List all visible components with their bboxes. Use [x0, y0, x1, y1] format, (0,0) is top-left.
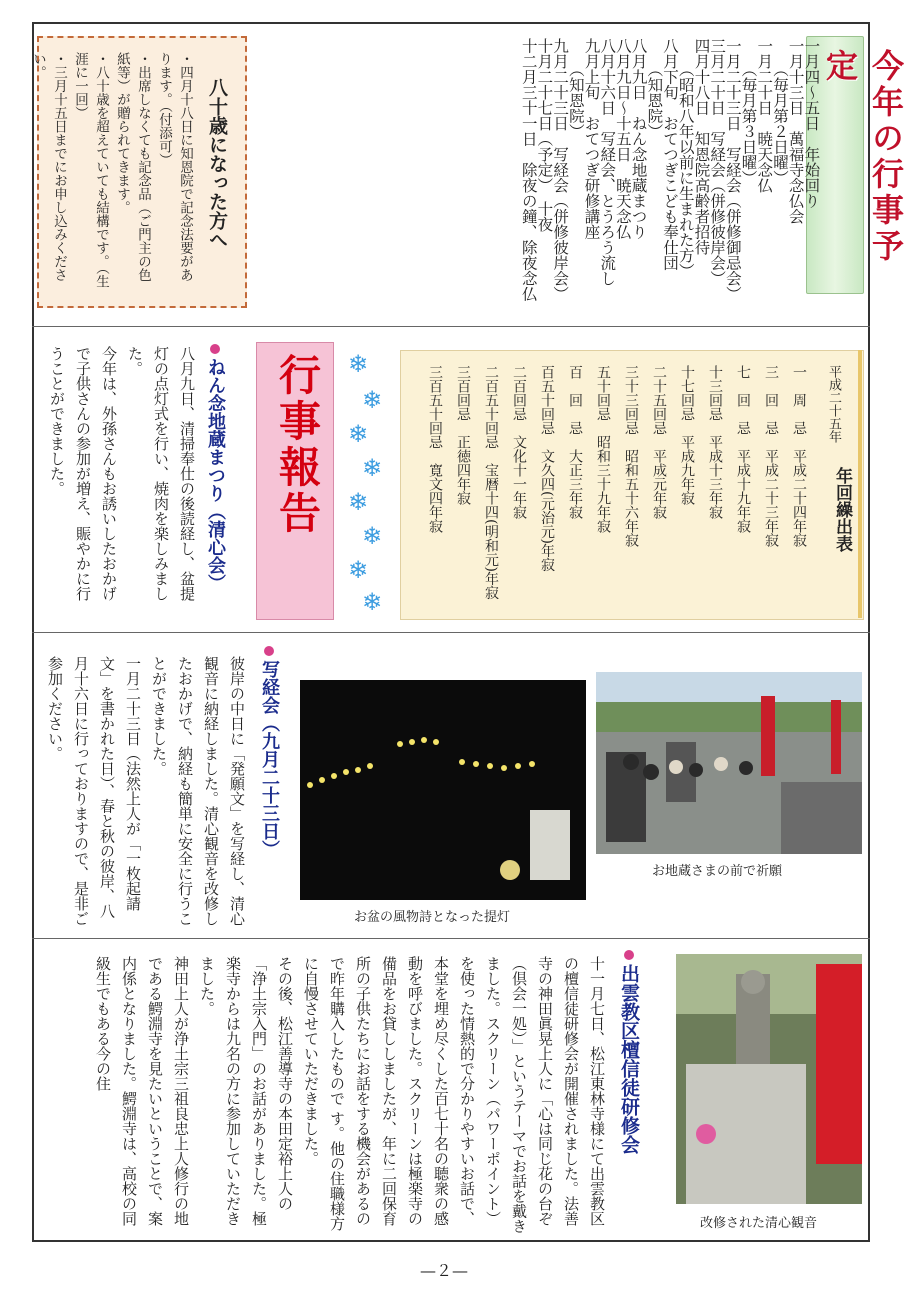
kaiki-row: 三十三回忌 昭和五十六年寂	[623, 365, 639, 547]
kannon-photo-caption: 改修された清心観音	[700, 1216, 818, 1231]
schedule-item: 十月二十七日（予定） 十夜	[535, 38, 554, 232]
shakyo-paragraph: 一月二十三日（法然上人が「一枚起請文」を書かれた日）、春と秋の彼岸、八月十六日に行っておりますので、是非ご参加ください。	[46, 656, 142, 926]
kaiki-row: 一 周 忌 平成二十四年寂	[791, 365, 807, 547]
divider	[32, 938, 870, 939]
kaiki-row: 七 回 忌 平成十九年寂	[735, 365, 751, 533]
kaiki-row: 二十五回忌 平成元年寂	[651, 365, 667, 519]
snowflake-icon: ❄	[362, 588, 383, 616]
izumo-paragraph: 十一月七日、松江東林寺様にて出雲教区の檀信徒研修会が開催されました。法善寺の神田眞晃上人に「心は同じ花の台ぞ（倶会一処）」というテーマでお話を戴きました。スクリーン（パワーポイント）を使った情熱的で分かりやすいお話で、本堂を埋め尽くした百七十名の聴衆の感動を呼びました。スクリーンは極楽寺の備品をお貸ししましたが、年に二回保育所の子供たちにお話をする機会があるので昨年購入したもので す。他の住職様方に自慢させていただきました。	[302, 956, 606, 1234]
kaiki-title: 年回繰出表	[832, 467, 852, 552]
shakyo-heading-wrap	[256, 646, 282, 858]
snowflake-icon: ❄	[362, 522, 383, 550]
jizo-body	[40, 346, 200, 614]
kannon-photo	[676, 954, 862, 1204]
kaiki-year: 平成二十五年	[826, 365, 841, 443]
schedule-item: （昭和八年以前に生まれた方）	[676, 38, 695, 279]
snowflake-icon: ❄	[348, 420, 369, 448]
bullet-dot-icon	[624, 950, 634, 960]
schedule-item: 一月二十日 暁天念仏	[755, 38, 774, 193]
kaiki-row: 三 回 忌 平成二十三年寂	[763, 365, 779, 547]
kaiki-accent-bar	[858, 350, 862, 618]
snowflake-icon: ❄	[362, 454, 383, 482]
jizo-paragraph: 八月九日、清掃奉仕の後読経し、盆提灯の点灯式を行い、焼肉を楽しみました。	[126, 346, 196, 601]
shakyo-body	[40, 656, 250, 928]
snowflake-icon: ❄	[348, 350, 369, 378]
schedule-item: （知恩院）	[566, 38, 585, 139]
notice-list	[27, 52, 195, 292]
jizo-heading-wrap	[202, 344, 228, 592]
snowflake-icon: ❄	[362, 386, 383, 414]
jizo-photo-caption: お地蔵さまの前で祈願	[652, 864, 783, 879]
report-title: 行事報告	[273, 353, 322, 537]
kaiki-row: 三百五十回忌 寛文四年寂	[427, 365, 443, 533]
schedule-item: （毎月第２日曜）	[770, 38, 789, 186]
notice-box	[30, 36, 247, 308]
izumo-heading-wrap	[616, 950, 643, 1154]
izumo-heading: 出雲教区檀信徒研修会	[618, 964, 640, 1154]
notice-item: ・四月十八日に知恩院で記念法要があります。（付添可）	[156, 52, 193, 282]
snowflake-icon: ❄	[348, 488, 369, 516]
schedule-item: 八月九日 ねん念地蔵まつり	[629, 38, 648, 240]
lanterns-photo-caption: お盆の風物詩となった提灯	[354, 910, 511, 925]
kaiki-row: 五十回忌 昭和三十九年寂	[595, 365, 611, 533]
jizo-photo	[596, 672, 862, 854]
schedule-item: 九月二十三日 写経会（併修彼岸会）	[551, 38, 570, 302]
schedule-item: 三月二十日 写経会（併修彼岸会）	[708, 38, 727, 286]
izumo-paragraph: 神田上人が浄土宗三祖良忠上人修行の地である鰐淵寺を見たいということで、案内係となりました。鰐淵寺は、高校の同級生でもある今の住	[94, 956, 190, 1226]
bullet-dot-icon	[264, 646, 274, 656]
schedule-item: 一月十三日 萬福寺念仏会	[786, 38, 805, 224]
schedule-title: 今年の行事予定	[821, 49, 905, 265]
schedule-list	[519, 38, 821, 320]
shakyo-paragraph: 彼岸の中日に「発願文」を写経し、清心観音に納経しました。清心観音を改修したおかげで、納経も簡単に安全に行うことができました。	[150, 656, 246, 926]
schedule-item: 八月十六日 写経会、とうろう流し	[598, 38, 617, 286]
schedule-item: 十二月三十一日 除夜の鐘、除夜念仏	[519, 38, 538, 302]
kaiki-row: 十七回忌 平成九年寂	[679, 365, 695, 505]
kaiki-row: 十三回忌 平成十三年寂	[707, 365, 723, 519]
kaiki-row: 二百五十回忌 宝暦十四(明和元)年寂	[483, 365, 499, 600]
kaiki-table	[400, 350, 864, 620]
schedule-item: 八月九日〜十五日 暁天念仏	[613, 38, 632, 240]
schedule-item: 九月上旬 おてつぎ研修講座	[582, 38, 601, 240]
lanterns-photo	[300, 680, 586, 900]
jizo-heading: ねん念地蔵まつり（清心会）	[205, 358, 226, 592]
bullet-dot-icon	[210, 344, 220, 354]
snowflake-icon: ❄	[348, 556, 369, 584]
schedule-item: （毎月第３日曜）	[739, 38, 758, 186]
kaiki-row: 百 回 忌 大正三年寂	[567, 365, 583, 519]
report-banner	[256, 342, 334, 620]
jizo-paragraph: 今年は、外孫さんもお誘いしたおかげで子供さんの参加が増え、賑やかに行うことができました。	[48, 346, 118, 601]
izumo-body	[40, 956, 610, 1236]
kaiki-row: 百五十回忌 文久四(元治元)年寂	[539, 365, 555, 572]
schedule-item: （知恩院）	[645, 38, 664, 139]
kaiki-rows	[421, 365, 813, 611]
notice-title: 八十歳になった方へ	[206, 78, 228, 249]
schedule-item: 一月二十三日 写経会（併修御忌会）	[723, 38, 742, 302]
notice-item: ・三月十五日までにお申し込みください。	[30, 52, 67, 282]
notice-item: ・八十歳を超えていても結構です。（生涯に一回）	[72, 52, 109, 289]
divider	[32, 632, 870, 633]
schedule-item: 四月十八日 知恩院高齢者招待	[692, 38, 711, 255]
notice-item: ・出席しなくても記念品（ご門主の色紙等）が贈られてきます。	[114, 52, 151, 282]
izumo-paragraph: その後、松江善導寺の本田定裕上人の「浄土宗入門」のお話がありました。極楽寺からは九名の方に参加していただきました。	[198, 956, 294, 1226]
page-number: —２—	[420, 1261, 469, 1280]
schedule-item: 八月下旬 おてつぎこども奉仕団	[661, 38, 680, 271]
divider	[32, 326, 870, 327]
shakyo-heading: 写経会（九月二十三日）	[259, 660, 280, 858]
kaiki-row: 二百回忌 文化十一年寂	[511, 365, 527, 519]
schedule-item: 一月四〜五日 年始回り	[802, 38, 821, 209]
kaiki-row: 三百回忌 正徳四年寂	[455, 365, 471, 505]
